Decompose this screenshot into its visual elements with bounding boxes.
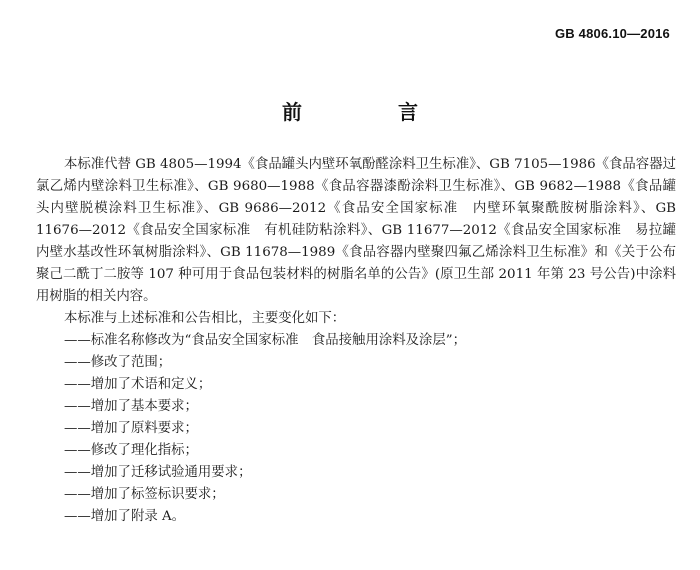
changes-intro: 本标准与上述标准和公告相比，主要变化如下： [64, 311, 346, 326]
list-item: ——修改了范围； [64, 355, 172, 370]
changes-list [36, 330, 676, 528]
replacement-paragraph: 本标准代替 GB 4805—1994《食品罐头内壁环氧酚醛涂料卫生标准》、GB 7105—1986《食品容器过氯乙烯内壁涂料卫生标准》、GB 9680—1988《食品容器漆酚涂料卫生标准》、GB 9682—1988《食品罐头内壁脱模涂料卫生标准》、GB 9686—2012《食品安全国家标准 内壁环氧聚酰胺树脂涂料》、GB 11676—2012《食品安全国家标准 有机硅防粘涂料》、GB 11677—2012《食品安全国家标准 易拉罐内壁水基改性环氧树脂涂料》、GB 11678—1989《食品容器内壁聚四氟乙烯涂料卫生标准》和《关于公布聚己二酰丁二胺等 107 种可用于食品包装材料的树脂名单的公告》(原卫生部 2011 年第 23 号公告)中涂料用树脂的相关内容。 [36, 157, 676, 304]
foreword-body [36, 154, 676, 528]
standard-number: GB 4806.10—2016 [554, 26, 670, 41]
list-item: ——增加了基本要求； [64, 399, 198, 414]
list-item: ——增加了原料要求； [64, 421, 198, 436]
list-item: ——增加了标签标识要求； [64, 487, 225, 502]
list-item: ——修改了理化指标； [64, 443, 198, 458]
page-title: 前 言 [282, 100, 456, 124]
list-item: ——增加了附录 A。 [64, 509, 186, 524]
list-item: ——增加了迁移试验通用要求； [64, 465, 252, 480]
list-item: ——标准名称修改为“食品安全国家标准 食品接触用涂料及涂层”； [64, 333, 467, 348]
list-item: ——增加了术语和定义； [64, 377, 212, 392]
